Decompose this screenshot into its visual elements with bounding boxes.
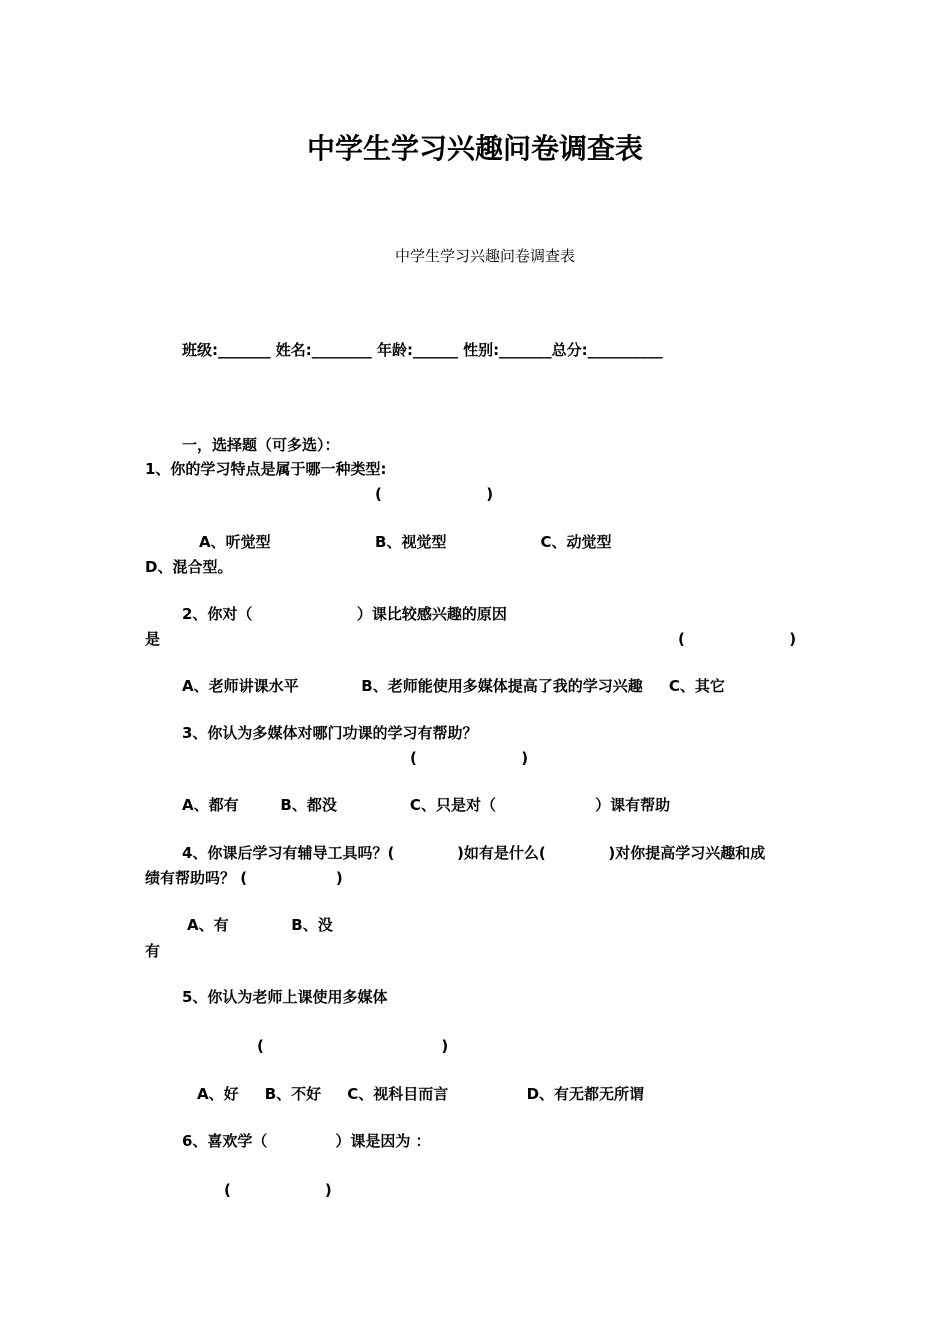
question-5-options: A、好 B、不好 C、视科目而言 D、有无都无所谓	[197, 1085, 645, 1103]
question-2-answer-blank: ( )	[678, 630, 797, 648]
question-1-text: 1、你的学习特点是属于哪一种类型:	[145, 460, 387, 478]
question-1-options-wrap: D、混合型。	[145, 558, 233, 576]
question-2-options: A、老师讲课水平 B、老师能使用多媒体提高了我的学习兴趣 C、其它	[182, 677, 725, 695]
question-4-options-wrap: 有	[145, 942, 161, 960]
question-4-options: A、有 B、没	[187, 916, 333, 934]
question-5-text: 5、你认为老师上课使用多媒体	[182, 988, 388, 1006]
question-1-options: A、听觉型 B、视觉型 C、动觉型	[199, 533, 612, 551]
section-heading: 一，选择题（可多选）：	[182, 436, 340, 454]
question-3-options: A、都有 B、都没 C、只是对（ ）课有帮助	[182, 796, 671, 814]
question-3-answer-blank: ( )	[410, 749, 529, 767]
question-2-text-wrap: 是	[145, 630, 161, 648]
student-info-line: 班级:_______ 姓名:________ 年龄:______ 性别:_______总分:__________	[182, 341, 663, 359]
question-5-answer-blank: ( )	[257, 1037, 449, 1055]
question-4-text-wrap: 绩有帮助吗？ ( )	[145, 869, 343, 887]
question-6-text: 6、喜欢学（ ）课是因为 ：	[182, 1132, 431, 1150]
question-1-answer-blank: ( )	[375, 485, 494, 503]
question-3-text: 3、你认为多媒体对哪门功课的学习有帮助？	[182, 724, 478, 742]
question-4-text: 4、你课后学习有辅导工具吗？( )如有是什么( )对你提高学习兴趣和成	[182, 844, 766, 862]
question-2-text: 2、你对（ ）课比较感兴趣的原因	[182, 605, 507, 623]
document-title: 中学生学习兴趣问卷调查表	[306, 132, 643, 165]
question-6-answer-blank: ( )	[224, 1181, 332, 1199]
document-subtitle: 中学生学习兴趣问卷调查表	[395, 247, 576, 265]
